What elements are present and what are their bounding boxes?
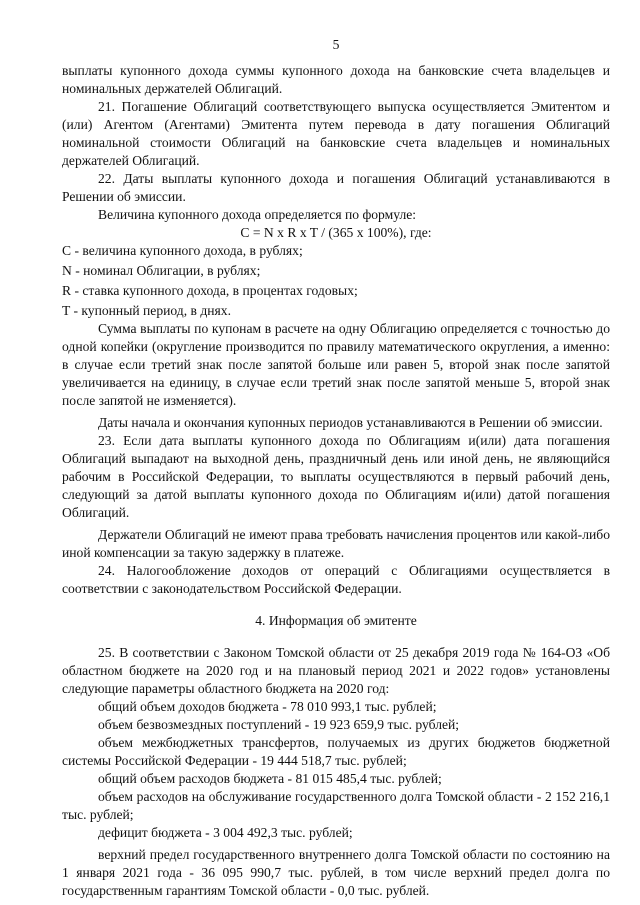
paragraph-23-non-working-day: 23. Если дата выплаты купонного дохода по Облигациям и(или) дата погашения Облигаций выпадают на выходной день, праздничный день или иной день, не являющийся рабочим в Российской Федерации, то выплаты осуществляются в первый рабочий день, следующий за датой выплаты купонного дохода по Облигациям и(или) датой погашения Облигаций. — [62, 433, 610, 520]
budget-param-debt-ceiling: верхний предел государственного внутреннего долга Томской области по состоянию на 1 января 2021 года - 36 095 990,7 тыс. рублей, в том числе верхний предел долга по государственным гарантиям Томской области - 0,0 тыс. рублей. — [62, 847, 610, 898]
budget-param-interbudget-transfers: объем межбюджетных трансфертов, получаемых из других бюджетов бюджетной системы Российской Федерации - 19 444 518,7 тыс. рублей; — [62, 735, 610, 768]
paragraph-24-taxation: 24. Налогообложение доходов от операций с Облигациями осуществляется в соответствии с законодательством Российской Федерации. — [62, 563, 610, 596]
definition-c: C - величина купонного дохода, в рублях; — [62, 243, 303, 258]
paragraph-holders-rights: Держатели Облигаций не имеют права требовать начисления процентов или какой-либо иной компенсации за такую задержку в платеже. — [62, 527, 610, 560]
section-4-title: 4. Информация об эмитенте — [255, 613, 417, 628]
page-number: 5 — [332, 37, 340, 52]
document-page — [62, 36, 610, 900]
paragraph-continuation: выплаты купонного дохода суммы купонного дохода на банковские счета владельцев и номинальных держателей Облигаций. — [62, 63, 610, 96]
budget-param-grants: объем безвозмездных поступлений - 19 923 659,9 тыс. рублей; — [98, 717, 460, 732]
paragraph-rounding-rule: Сумма выплаты по купонам в расчете на одну Облигацию определяется с точностью до одной копейки (округление производится по правилу математического округления, а именно: в случае если третий знак после запятой больше или равен 5, второй знак после запятой увеличивается на единицу, в случае если третий знак после запятой меньше 5, второй знак после запятой не изменяется). — [62, 321, 610, 408]
budget-param-debt-service: объем расходов на обслуживание государственного долга Томской области - 2 152 216,1 тыс. рублей; — [62, 789, 610, 822]
definition-t: T - купонный период, в днях. — [62, 303, 231, 318]
coupon-formula: C = N x R x T / (365 x 100%), где: — [240, 225, 432, 240]
definition-n: N - номинал Облигации, в рублях; — [62, 263, 261, 278]
formula-intro: Величина купонного дохода определяется по формуле: — [98, 207, 417, 222]
formula-definitions — [62, 242, 610, 320]
paragraph-21-redemption: 21. Погашение Облигаций соответствующего выпуска осуществляется Эмитентом и (или) Агентом (Агентами) Эмитента путем перевода в дату погашения Облигаций номинальной стоимости Облигаций на банковские счета владельцев и номинальных держателей Облигаций. — [62, 99, 610, 168]
definition-r: R - ставка купонного дохода, в процентах годовых; — [62, 283, 358, 298]
paragraph-coupon-periods: Даты начала и окончания купонных периодов устанавливаются в Решении об эмиссии. — [98, 415, 603, 430]
budget-param-total-expenditure: общий объем расходов бюджета - 81 015 485,4 тыс. рублей; — [98, 771, 442, 786]
paragraph-22-payment-dates: 22. Даты выплаты купонного дохода и погашения Облигаций устанавливаются в Решении об эмиссии. — [62, 171, 610, 204]
budget-param-total-revenue: общий объем доходов бюджета - 78 010 993,1 тыс. рублей; — [98, 699, 437, 714]
paragraph-25-budget-law: 25. В соответствии с Законом Томской области от 25 декабря 2019 года № 164-ОЗ «Об областном бюджете на 2020 год и на плановый период 2021 и 2022 годов» установлены следующие параметры областного бюджета на 2020 год: — [62, 645, 610, 696]
budget-param-deficit: дефицит бюджета - 3 004 492,3 тыс. рублей; — [98, 825, 353, 840]
